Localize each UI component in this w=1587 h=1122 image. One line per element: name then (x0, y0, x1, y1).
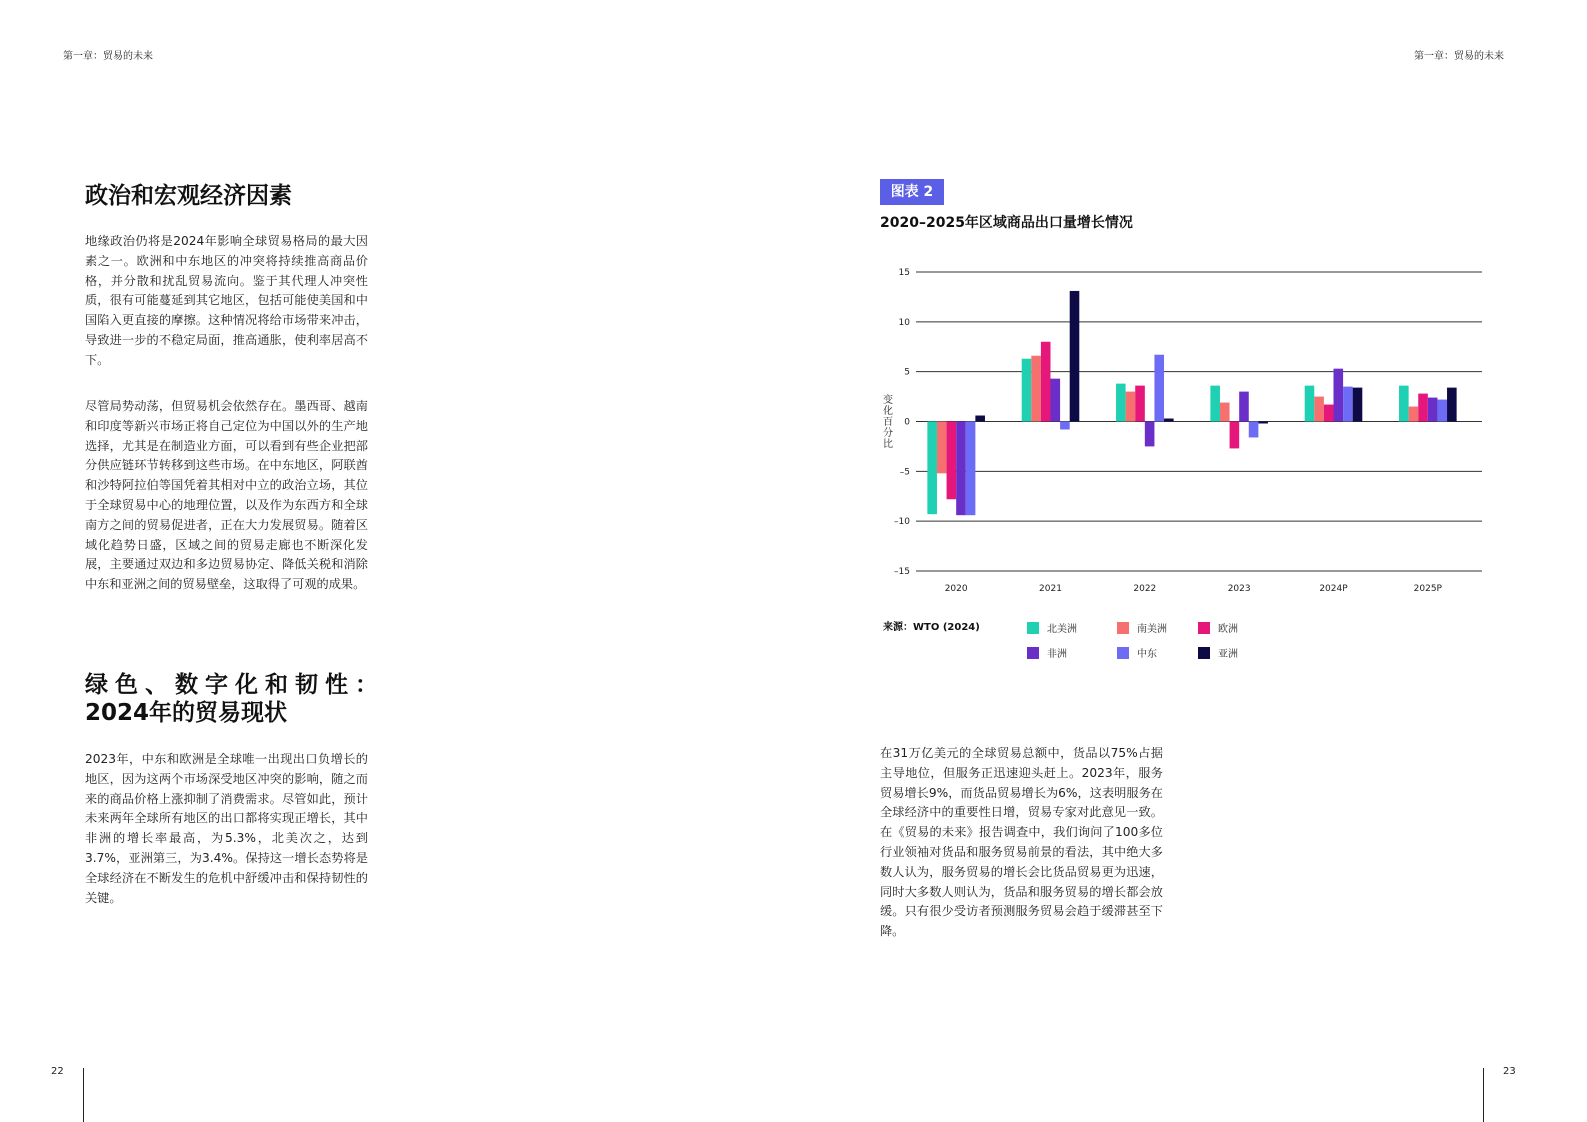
bar-2024P-非洲 (1334, 369, 1344, 422)
bar-2021-北美洲 (1022, 359, 1032, 422)
left-running-head: 第一章：贸易的未来 (63, 51, 153, 62)
bar-2022-南美洲 (1126, 392, 1136, 422)
y-tick-label: 5 (904, 367, 910, 378)
bar-2023-中东 (1249, 422, 1259, 438)
legend-swatch (1117, 622, 1129, 634)
legend-swatch (1027, 647, 1039, 659)
bar-2024P-北美洲 (1305, 386, 1315, 422)
legend-label: 中东 (1137, 649, 1157, 660)
bar-2021-亚洲 (1070, 291, 1080, 422)
bar-2022-欧洲 (1135, 386, 1145, 422)
bar-2025P-中东 (1437, 400, 1447, 422)
figure-title: 2020–2025年区域商品出口量增长情况 (880, 215, 1133, 231)
y-tick-label: 0 (904, 417, 910, 428)
legend-label: 非洲 (1047, 649, 1067, 660)
y-tick-label: –15 (894, 567, 910, 577)
legend-label: 欧洲 (1218, 624, 1238, 635)
legend-swatch (1117, 647, 1129, 659)
bar-2020-非洲 (956, 422, 966, 516)
bar-2024P-南美洲 (1314, 397, 1324, 422)
bar-2022-亚洲 (1164, 419, 1174, 422)
bar-2025P-亚洲 (1447, 388, 1457, 422)
bar-2023-北美洲 (1210, 386, 1220, 422)
bar-2020-欧洲 (947, 422, 957, 500)
bar-2021-非洲 (1051, 379, 1061, 422)
y-tick-label: 10 (898, 317, 910, 328)
x-tick-label: 2022 (1133, 584, 1157, 594)
bar-2025P-南美洲 (1409, 407, 1419, 422)
right-gutter-line (1483, 1068, 1484, 1122)
section-heading-politics: 政治和宏观经济因素 (85, 183, 292, 209)
section-heading-green-digital (85, 671, 385, 727)
bar-2023-亚洲 (1258, 422, 1268, 424)
bar-2020-北美洲 (927, 422, 937, 515)
paragraph-trade-status-2024: 2023年，中东和欧洲是全球唯一出现出口负增长的地区，因为这两个市场深受地区冲突的影响，随之而来的商品价格上涨抑制了消费需求。尽管如此，预计未来两年全球所有地区的出口都将实现正增长，其中非洲的增长率最高，为5.3%，北美次之，达到3.7%，亚洲第三，为3.4%。保持这一增长态势将是全球经济在不断发生的危机中舒缓冲击和保持韧性的关键。 (85, 752, 368, 905)
chart-source-note: 来源：WTO (2024) (883, 622, 980, 633)
legend-item (1027, 645, 1067, 660)
bar-2023-南美洲 (1220, 403, 1230, 422)
y-tick-label: 15 (898, 268, 910, 278)
bar-2025P-欧洲 (1418, 394, 1428, 422)
bar-2024P-中东 (1343, 387, 1353, 422)
legend-item (1198, 645, 1238, 660)
y-tick-label: –10 (894, 517, 910, 528)
y-axis-label-char: 化 (883, 406, 893, 417)
page-number-left: 22 (51, 1066, 64, 1077)
y-axis-label-char: 分 (883, 428, 893, 439)
page-number-right: 23 (1503, 1066, 1516, 1077)
legend-swatch (1027, 622, 1039, 634)
bar-2025P-非洲 (1428, 398, 1438, 422)
section-heading-line1: 绿色、数字化和韧性： (85, 672, 385, 698)
bar-2025P-北美洲 (1399, 386, 1409, 422)
legend-item (1117, 645, 1157, 660)
legend-label: 南美洲 (1137, 624, 1167, 635)
x-tick-label: 2023 (1227, 584, 1251, 594)
x-tick-label: 2025P (1413, 584, 1443, 594)
bar-2024P-亚洲 (1353, 388, 1363, 422)
left-gutter-line (83, 1068, 84, 1122)
bar-2024P-欧洲 (1324, 405, 1334, 422)
bar-2023-非洲 (1239, 392, 1249, 422)
legend-label: 北美洲 (1047, 624, 1077, 635)
legend-item (1117, 620, 1167, 635)
bar-2020-中东 (966, 422, 976, 516)
bar-2021-欧洲 (1041, 342, 1051, 422)
bar-2020-亚洲 (975, 416, 985, 422)
bar-2022-非洲 (1145, 422, 1155, 447)
paragraph-services-trade: 在31万亿美元的全球贸易总额中，货品以75%占据主导地位，但服务正迅速迎头赶上。2023年，服务贸易增长9%，而货品贸易增长为6%，这表明服务在全球经济中的重要性日增，贸易专家对此意见一致。在《贸易的未来》报告调查中，我们询问了100多位行业领袖对货品和服务贸易前景的看法，其中绝大多数人认为，服务贸易的增长会比货品贸易更为迅速，同时大多数人则认为，货品和服务贸易的增长都会放缓。只有很少受访者预测服务贸易会趋于缓滞甚至下降。 (880, 746, 1163, 939)
legend-item (1027, 620, 1077, 635)
legend-item (1198, 620, 1238, 635)
paragraph-opportunities: 尽管局势动荡，但贸易机会依然存在。墨西哥、越南和印度等新兴市场正将自己定位为中国以外的生产地选择，尤其是在制造业方面，可以看到有些企业把部分供应链环节转移到这些市场。在中东地区，阿联酋和沙特阿拉伯等国凭着其相对中立的政治立场，其位于全球贸易中心的地理位置，以及作为东西方和全球南方之间的贸易促进者，正在大力发展贸易。随着区域化趋势日盛，区域之间的贸易走廊也不断深化发展，主要通过双边和多边贸易协定、降低关税和消除中东和亚洲之间的贸易壁垒，这取得了可观的成果。 (85, 399, 368, 592)
paragraph-geopolitics: 地缘政治仍将是2024年影响全球贸易格局的最大因素之一。欧洲和中东地区的冲突将持续推高商品价格，并分散和扰乱贸易流向。鉴于其代理人冲突性质，很有可能蔓延到其它地区，包括可能使美国和中国陷入更直接的摩擦。这种情况将给市场带来冲击，导致进一步的不稳定局面，推高通胀，使利率居高不下。 (85, 234, 368, 367)
right-running-head: 第一章：贸易的未来 (1414, 51, 1504, 62)
x-tick-label: 2021 (1039, 584, 1062, 594)
y-axis-label-char: 百 (883, 417, 893, 428)
legend-swatch (1198, 647, 1210, 659)
y-axis-label-char: 变 (883, 395, 893, 406)
x-tick-label: 2020 (944, 584, 968, 594)
figure-badge: 图表 2 (880, 179, 944, 205)
legend-label: 亚洲 (1218, 649, 1238, 660)
section-heading-line2: 2024年的贸易现状 (85, 700, 288, 726)
bar-2021-中东 (1060, 422, 1070, 430)
chart-legend (1027, 618, 1287, 662)
bar-2022-中东 (1154, 355, 1164, 422)
y-tick-label: –5 (899, 467, 910, 478)
bar-2022-北美洲 (1116, 384, 1126, 422)
bar-2023-欧洲 (1230, 422, 1240, 449)
y-axis-label-char: 比 (883, 439, 893, 450)
bar-2021-南美洲 (1031, 356, 1041, 422)
export-growth-bar-chart (875, 255, 1490, 605)
x-tick-label: 2024P (1319, 584, 1348, 594)
legend-swatch (1198, 622, 1210, 634)
bar-2020-南美洲 (937, 422, 947, 474)
